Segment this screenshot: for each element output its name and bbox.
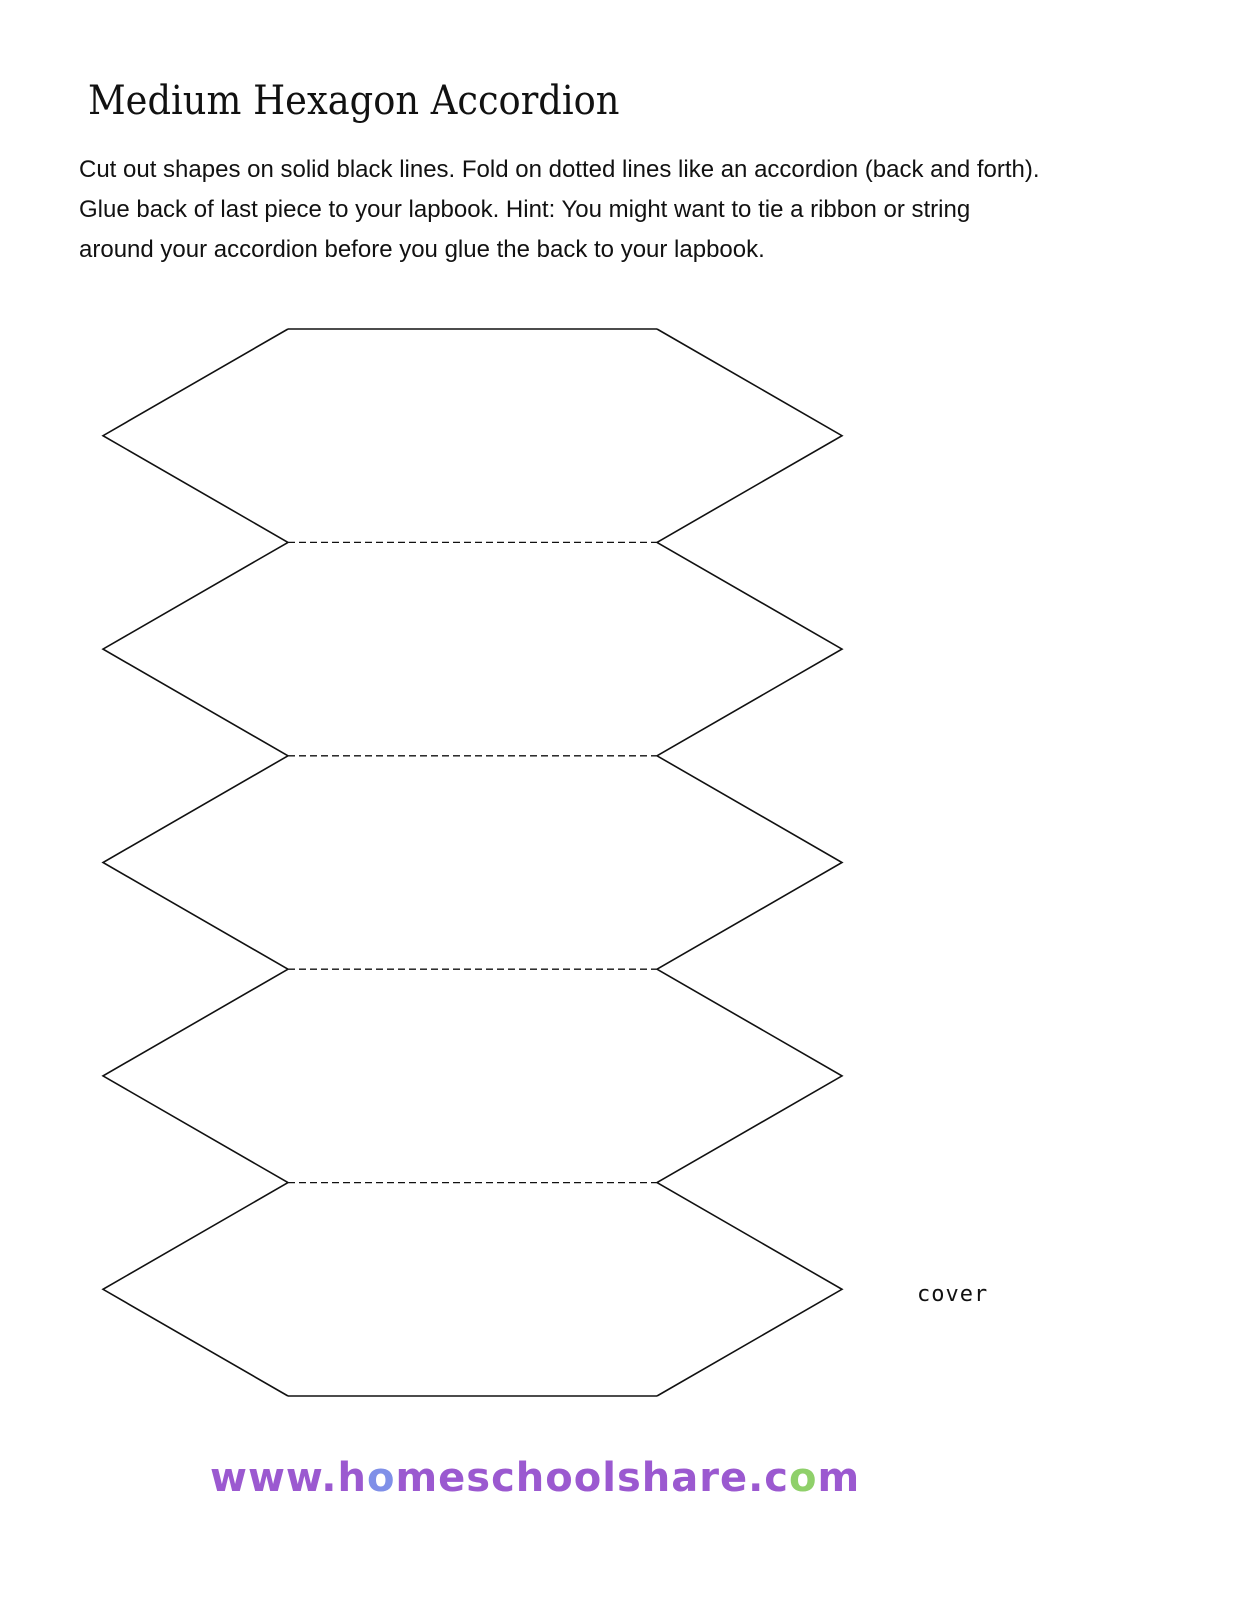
hexagon-panel-right-edge [657, 542, 842, 755]
url-part-1: www.h [210, 1455, 367, 1501]
url-part-2: o [366, 1455, 396, 1501]
hexagon-panel-right-edge [657, 969, 842, 1182]
instruction-line-3: around your accordion before you glue the back to your lapbook. [79, 236, 765, 263]
url-part-5: o [788, 1455, 818, 1501]
hexagon-panel-left-edge [103, 969, 288, 1182]
hexagon-panel-right-edge [657, 1183, 842, 1396]
instruction-line-1: Cut out shapes on solid black lines. Fold on dotted lines like an accordion (back and forth). [79, 156, 1040, 183]
page-title: Medium Hexagon Accordion [88, 78, 620, 124]
hexagon-panel-right-edge [657, 329, 842, 542]
cover-label: cover [917, 1282, 989, 1307]
hexagon-panel-left-edge [103, 756, 288, 969]
instruction-line-2: Glue back of last piece to your lapbook. Hint: You might want to tie a ribbon or string [79, 196, 971, 223]
url-part-6: m [817, 1455, 861, 1501]
site-url [210, 1455, 860, 1501]
url-part-3: meschoo [395, 1455, 603, 1501]
hexagon-panel-right-edge [657, 756, 842, 969]
url-part-4: lshare.c [602, 1455, 789, 1501]
hexagon-panel-left-edge [103, 1183, 288, 1396]
hexagon-panel-left-edge [103, 542, 288, 755]
hexagon-panel-left-edge [103, 329, 288, 542]
